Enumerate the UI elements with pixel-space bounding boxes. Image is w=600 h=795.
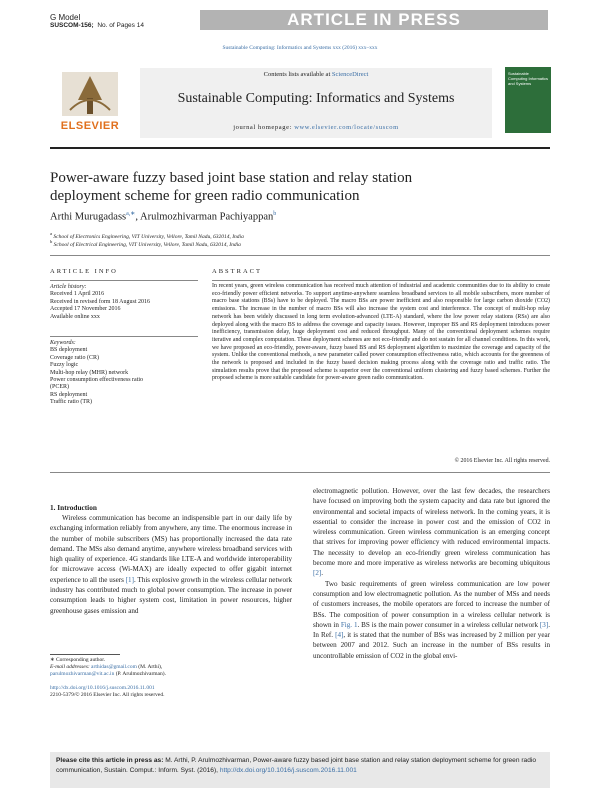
- suscom-code: SUSCOM-156;: [50, 22, 94, 29]
- cover-title: Sustainable Computing Informatics and Systems: [508, 71, 549, 86]
- author-1: Arthi Murugadass: [50, 211, 127, 223]
- publisher-name: ELSEVIER: [60, 120, 120, 132]
- article-history: [50, 284, 198, 321]
- col2-paragraph-1-end: .: [321, 569, 324, 578]
- author-1-sup[interactable]: a,∗: [126, 211, 136, 217]
- col1-paragraph-cont: . This explosive growth in the wireless cellular network industry has contributed much to global power consumption. The increase in power consumption leads to higher system cost, limitation in power resources, higher greenhouse gases emission and: [50, 575, 293, 615]
- journal-title: Sustainable Computing: Informatics and Systems: [177, 91, 455, 106]
- keyword: BS deployment: [50, 347, 88, 354]
- ref-link-3[interactable]: [3]: [539, 620, 549, 629]
- contents-prefix: Contents lists available at: [263, 71, 331, 78]
- abstract-bottom-rule: [50, 472, 550, 473]
- body-column-2: [313, 486, 550, 661]
- issn-line: 2210-5379/© 2016 Elsevier Inc. All rights reserved.: [50, 691, 165, 698]
- affiliation-rule: [50, 255, 550, 256]
- col2-paragraph-2-c: . In Ref.: [313, 620, 550, 640]
- authors: [50, 210, 276, 223]
- keywords-rule: [50, 336, 198, 337]
- fig-link-1[interactable]: Fig. 1: [340, 620, 358, 629]
- article-in-press-banner: ARTICLE IN PRESS: [200, 10, 548, 30]
- col2-paragraph-2: Two basic requirements of green wireless communication are low power consumption and low electromagnetic pollution. As the number of MSs and needs of customers increases, the mobile operators are forced to increase the number of BSs. The composition of power consumption in a wireless cellular network is shown in: [313, 579, 550, 629]
- email-link-2[interactable]: parulmozhivarman@vit.ac.in: [50, 671, 115, 678]
- affiliation-b-text: School of Electrical Engineering, VIT University, Vellore, Tamil Nadu, 632014, India: [53, 241, 241, 248]
- keyword: Power consumption effectiveness ratio: [50, 377, 144, 384]
- journal-citation[interactable]: Sustainable Computing: Informatics and Systems xxx (2016) xxx–xxx: [222, 45, 378, 51]
- author-2: Arulmozhivarman Pachiyappan: [140, 211, 274, 223]
- doi-link[interactable]: http://dx.doi.org/10.1016/j.suscom.2016.11.001: [50, 684, 155, 691]
- homepage-link[interactable]: www.elsevier.com/locate/suscom: [294, 124, 399, 131]
- affiliation-b-sup: b: [50, 239, 53, 244]
- keyword: (PCER): [50, 384, 70, 391]
- abstract-text: In recent years, green wireless communication has received much attention of industrial and academic communities due to its ability to create eco-friendly power efficient networks. To support anytime-anywhere seamless broadband services to all mobile subscribers, more number of macro base stations (BSs) have to be deployed. The macro BSs are power inefficient and also responsible for large carbon dioxide (CO2) emissions. The increase in the number of macro BSs will also increase the system cost and interference. The concept of multi-hop relay network has been widely discussed in long term evolution-advanced (LTE-A) standard, where the low power relay stations (RSs) are also deployed along with the macro BS to address the coverage and capacity issues. However, improper BS and RS deployment introduces power inefficiency, transmission delay, huge deployment cost and reduced throughput. Many of the conventional deployment schemes require iterative and complex computation. These deployment schemes are not eco-friendly and do not sustain for all channel conditions. In this work, we have proposed an eco-friendly, power-aware, fuzzy based BS and RS deployment algorithm to maximize the coverage and capacity of the system. Unlike the conventional methods, a new parameter called power consumption effectiveness ratio, which accounts for the greenness of the network is proposed and included in the fuzzy based decision making process along with the coverage ratio and traffic ratio. The simulation results prove that the proposed scheme is superior over the conventional uniform clustering and fuzzy based schemes. Further the proposed scheme is more suitable candidate for power-aware green radio communication.: [212, 283, 550, 382]
- col2-paragraph-2-b: . BS is the main power consumer in a wireless cellular network: [357, 620, 539, 629]
- ref-link-1[interactable]: [1]: [125, 575, 134, 584]
- history-received: Received 1 April 2016: [50, 291, 105, 298]
- email-link-1[interactable]: arthidas@gmail.com: [91, 664, 137, 671]
- history-revised: Received in revised form 18 August 2016: [50, 298, 150, 305]
- body-column-1: [50, 513, 292, 616]
- history-accepted: Accepted 17 November 2016: [50, 306, 121, 313]
- cite-doi-link[interactable]: http://dx.doi.org/10.1016/j.suscom.2016.11.001: [219, 767, 357, 774]
- col1-paragraph: Wireless communication has become an indispensible part in our daily life by exchanging information reliably from anywhere, any time. The enormous increase in the number of mobile subscribers (MS) has proportionally increased the data rate demand. The MSs also demand anytime, anywhere wireless broadband services with high quality of experience. 4G standards like LTE-A and worldwide interoperability for microwave access (Wi-MAX) are ideally expected to offer gigabit internet experience to all the users: [50, 514, 292, 584]
- affiliation-b: [50, 238, 550, 249]
- sciencedirect-link[interactable]: ScienceDirect: [331, 71, 369, 78]
- col2-paragraph-1: electromagnetic pollution. However, over the last few decades, the researchers have focused on improving both the system capacity and data rate but ignored the environmental and societal impacts of wireless network. In the coming years, it is essential to consider the increase in power cost and the emission of CO2 in wireless communication. Green wireless communication is an emerging concept that strives for improving power efficiency with reduced environmental impacts. The necessity to develop an eco-friendly green wireless communication has become more and more imperative as wireless networks are becoming ubiquitous: [313, 487, 550, 568]
- article-title: Power-aware fuzzy based joint base station and relay station deployment scheme for green radio communication: [50, 170, 413, 204]
- cite-text: [56, 756, 546, 776]
- page-count: No. of Pages 14: [97, 22, 144, 29]
- affiliation-a-text: School of Electronics Engineering, VIT University, Vellore, Tamil Nadu, 632014, India: [53, 233, 244, 240]
- homepage-prefix: journal homepage:: [233, 124, 292, 131]
- email-label: E-mail addresses:: [50, 664, 90, 671]
- contents-line: [140, 71, 492, 78]
- homepage-line: [140, 124, 492, 131]
- col2-paragraph-2-d: , it is stated that the number of BSs was increased by 2 million per year between 2007 and 2012. Such an increase in the number of BSs results in uncontrollable emission of CO2 in the global envi-: [313, 631, 550, 660]
- article-info-rule: [50, 280, 198, 281]
- email-2-name: (P. Arulmozhivarman).: [115, 671, 166, 678]
- cite-body: M. Arthi, P. Arulmozhivarman, Power-aware fuzzy based joint base station and relay station deployment scheme for green radio communication, Sustain. Comput.: Inform. Syst. (2016),: [56, 757, 537, 774]
- email-line: [50, 664, 292, 678]
- history-label: Article history:: [50, 284, 87, 290]
- corresponding-author: ∗ Corresponding author.: [50, 657, 106, 663]
- header-rule: [50, 147, 550, 149]
- article-info-heading: ARTICLE INFO: [50, 268, 118, 275]
- keyword: Multi-hop relay (MHR) network: [50, 369, 129, 376]
- model-label: G Model: [50, 13, 81, 22]
- keywords-label: Keywords:: [50, 340, 76, 346]
- manuscript-code: [50, 14, 144, 30]
- history-online: Available online xxx: [50, 313, 100, 320]
- footnote: [50, 657, 292, 699]
- keyword: RS deployment: [50, 391, 88, 398]
- keyword: Coverage ratio (CR): [50, 354, 99, 361]
- author-2-sup[interactable]: b: [273, 211, 277, 217]
- ref-link-4[interactable]: [4]: [335, 631, 344, 640]
- journal-cover-image: [505, 67, 551, 133]
- keyword: Fuzzy logic: [50, 362, 79, 369]
- abstract-heading: ABSTRACT: [212, 268, 262, 275]
- keywords: [50, 340, 198, 407]
- footnote-rule: [50, 654, 120, 655]
- affiliation-a-sup: a: [50, 231, 53, 236]
- abstract-copyright: © 2016 Elsevier Inc. All rights reserved.: [454, 458, 550, 464]
- author-separator: ,: [135, 211, 138, 223]
- keyword: Traffic ratio (TR): [50, 399, 92, 406]
- cite-prefix: Please cite this article in press as:: [56, 757, 164, 764]
- abstract-rule: [212, 280, 550, 281]
- elsevier-logo: [50, 70, 130, 134]
- email-1-name: (M. Arthi),: [138, 664, 163, 671]
- section-heading-introduction: 1. Introduction: [50, 503, 97, 512]
- ref-link-2[interactable]: [2]: [313, 569, 322, 578]
